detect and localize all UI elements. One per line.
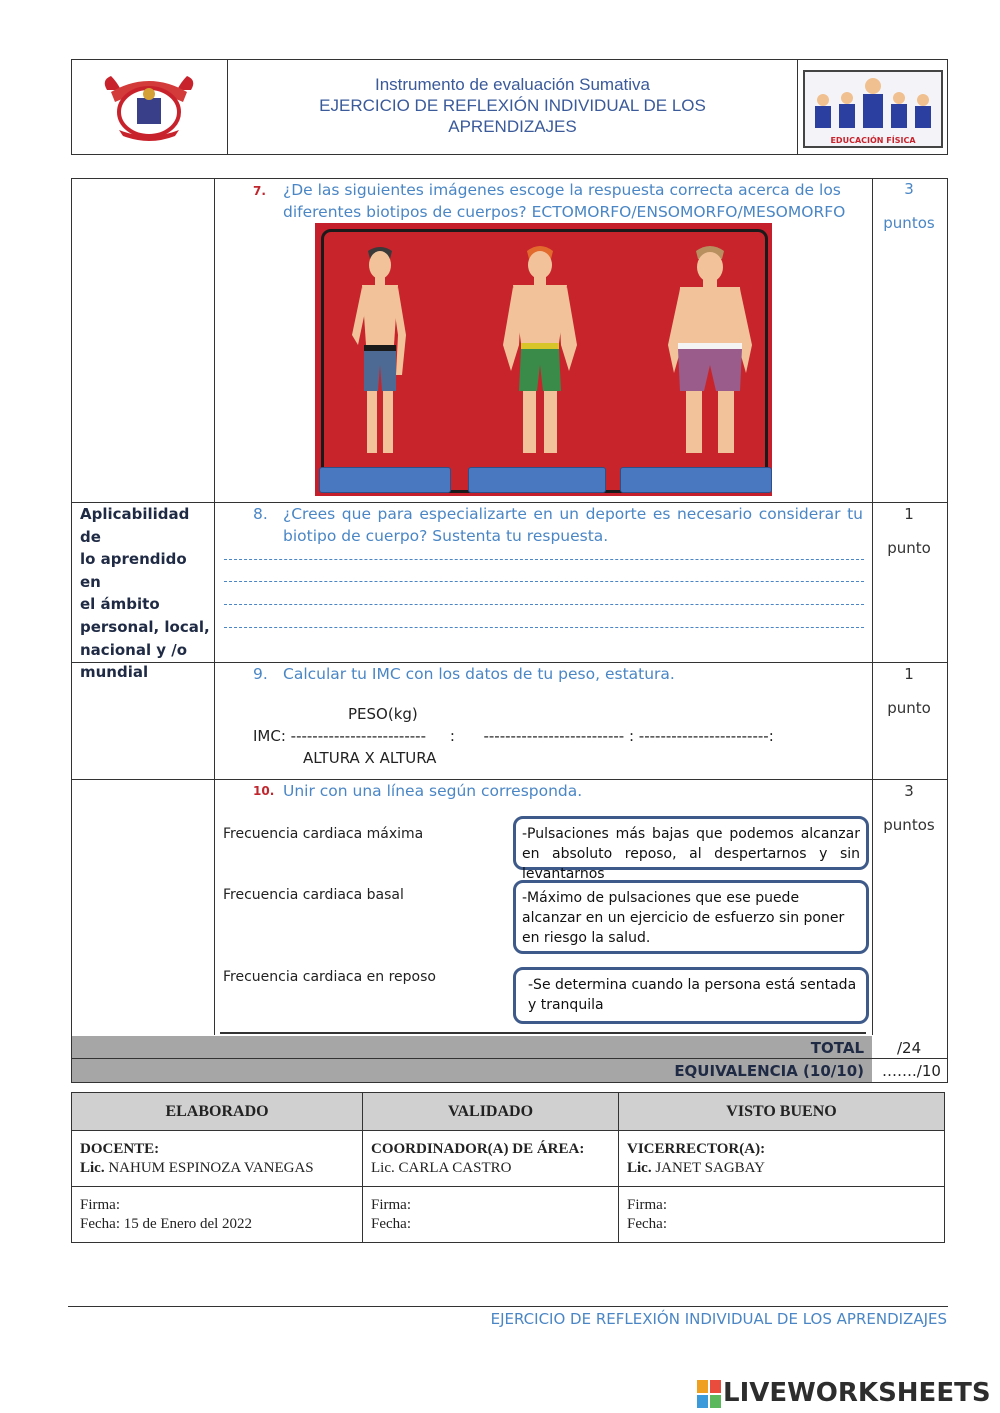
- lws-badge-icon: [697, 1380, 721, 1408]
- q8-number: 8.: [253, 505, 268, 523]
- sig-firma-cell[interactable]: [371, 1196, 411, 1234]
- total-value[interactable]: /24: [897, 1039, 922, 1057]
- signature-table: [71, 1092, 945, 1243]
- endomorph-figure-icon: [660, 245, 760, 465]
- col-divider-right: [872, 179, 873, 1035]
- answer-slot-2[interactable]: [468, 467, 606, 493]
- q10-points-unit: puntos: [883, 816, 935, 834]
- header-title: [228, 74, 797, 137]
- header-title-line1: Instrumento de evaluación Sumativa: [375, 75, 650, 94]
- sig-header-elaborado: ELABORADO: [165, 1103, 269, 1120]
- answer-slot-3[interactable]: [620, 467, 772, 493]
- q10-points: [872, 774, 946, 842]
- body-types-image: [315, 223, 772, 496]
- school-logo-cell: [72, 60, 228, 154]
- sig-name-prefix: Lic.: [627, 1160, 652, 1176]
- firma-label: Firma:: [627, 1197, 667, 1213]
- competency-label-line: mundial: [80, 663, 149, 682]
- total-bar: [72, 1036, 872, 1058]
- match-left-item[interactable]: Frecuencia cardiaca máxima: [223, 826, 424, 842]
- competency-label-line: el ámbito: [80, 595, 160, 614]
- sig-role: VICERRECTOR(A):: [627, 1141, 766, 1157]
- q10-text: Unir con una línea según corresponda.: [283, 782, 583, 800]
- q8-answer-line[interactable]: [224, 559, 864, 560]
- match-left-item[interactable]: Frecuencia cardiaca basal: [223, 887, 404, 903]
- sig-firma-cell[interactable]: [80, 1196, 252, 1234]
- q8-answer-line[interactable]: [224, 604, 864, 605]
- q9-text: Calcular tu IMC con los datos de tu peso, estatura.: [283, 665, 675, 683]
- q9-points-unit: punto: [887, 699, 931, 717]
- total-label: TOTAL: [810, 1039, 864, 1057]
- q7-points: [872, 172, 946, 240]
- footer-divider: [68, 1306, 948, 1307]
- sig-vicerrector-cell: [627, 1140, 765, 1178]
- imc-denominator: ALTURA X ALTURA: [303, 749, 437, 767]
- match-left-item[interactable]: Frecuencia cardiaca en reposo: [223, 969, 436, 985]
- match-right-box[interactable]: -Pulsaciones más bajas que podemos alcanzar en absoluto reposo, al despertarnos y sin levantarnos: [513, 816, 869, 870]
- equivalence-label: EQUIVALENCIA (10/10): [674, 1062, 864, 1080]
- q10-points-value: 3: [904, 782, 914, 800]
- sig-role: COORDINADOR(A) DE ÁREA:: [371, 1141, 585, 1157]
- competency-label: [80, 503, 212, 684]
- q8-line1: ¿Crees que para especializarte en un deporte es necesario considerar tu: [283, 505, 863, 523]
- q8-points: [872, 497, 946, 565]
- firma-label: Firma:: [371, 1197, 411, 1213]
- q7-number: 7.: [253, 184, 266, 198]
- sig-name: NAHUM ESPINOZA VANEGAS: [108, 1160, 314, 1176]
- answer-slot-1[interactable]: [319, 467, 451, 493]
- header-title-line2: EJERCICIO DE REFLEXIÓN INDIVIDUAL DE LOS: [319, 96, 706, 115]
- q9-number: 9.: [253, 665, 268, 683]
- total-divider: [72, 1058, 947, 1059]
- sig-firma-cell[interactable]: [627, 1196, 667, 1234]
- pe-logo-cell: [797, 60, 947, 154]
- firma-label: Firma:: [80, 1197, 120, 1213]
- q10-bottom-line: [220, 1032, 866, 1034]
- competency-label-line: personal, local,: [80, 617, 210, 636]
- sig-docente-cell: [80, 1140, 314, 1178]
- fecha-label: Fecha:: [627, 1216, 667, 1232]
- q9-points-value: 1: [904, 665, 914, 683]
- sig-header-visto-bueno: VISTO BUENO: [726, 1103, 837, 1120]
- sig-name-line: [371, 1159, 584, 1178]
- footer-text: EJERCICIO DE REFLEXIÓN INDIVIDUAL DE LOS APRENDIZAJES: [490, 1310, 947, 1328]
- q7-line2: diferentes biotipos de cuerpos? ECTOMORFO/ENSOMORFO/MESOMORFO: [283, 203, 846, 221]
- q8-line2: biotipo de cuerpo? Sustenta tu respuesta.: [283, 527, 609, 545]
- q7-points-unit: puntos: [883, 214, 935, 232]
- header-title-line3: APRENDIZAJES: [448, 117, 577, 136]
- q7-points-value: 3: [904, 180, 914, 198]
- sig-row-divider: [72, 1130, 944, 1131]
- imc-formula[interactable]: IMC: ------------------------- : -------------------------- : ------------------------:: [253, 727, 774, 745]
- document-header: [71, 59, 948, 155]
- sig-header-validado: VALIDADO: [447, 1103, 534, 1120]
- competency-label-line: nacional y /o: [80, 640, 188, 659]
- competency-label-line: Aplicabilidad de: [80, 505, 190, 546]
- q7-line1: ¿De las siguientes imágenes escoge la respuesta correcta acerca de los: [283, 181, 841, 199]
- school-crest-icon: [99, 72, 199, 142]
- brand-name: LIVEWORKSHEETS: [723, 1378, 991, 1408]
- sig-coordinador-cell: [371, 1140, 584, 1178]
- mesomorph-figure-icon: [495, 245, 585, 465]
- match-right-box[interactable]: -Se determina cuando la persona está sentada y tranquila: [513, 967, 869, 1024]
- sig-role: DOCENTE:: [80, 1141, 160, 1157]
- sig-name: CARLA CASTRO: [398, 1160, 512, 1176]
- equivalence-value[interactable]: ……./10: [882, 1062, 941, 1080]
- ectomorph-figure-icon: [340, 245, 420, 465]
- sig-name-prefix: Lic.: [80, 1160, 105, 1176]
- q8-text: [283, 503, 863, 547]
- physical-education-logo: [803, 70, 943, 148]
- sig-name-prefix: Lic.: [371, 1160, 395, 1176]
- fecha-label: Fecha:: [371, 1216, 411, 1232]
- sig-name-line: [627, 1159, 765, 1178]
- competency-label-line: lo aprendido en: [80, 550, 187, 591]
- q8-answer-line[interactable]: [224, 581, 864, 582]
- fecha-label: Fecha: 15 de Enero del 2022: [80, 1216, 253, 1232]
- q10-number: 10.: [253, 784, 275, 798]
- q7-text: [283, 179, 863, 223]
- sig-name: JANET SAGBAY: [655, 1160, 765, 1176]
- sig-name-line: [80, 1159, 314, 1178]
- q8-answer-line[interactable]: [224, 627, 864, 628]
- pe-logo-caption: EDUCACIÓN FÍSICA: [830, 136, 916, 145]
- sig-row-divider: [72, 1186, 944, 1187]
- match-right-box[interactable]: -Máximo de pulsaciones que ese puede alcanzar en un ejercicio de esfuerzo sin poner en riesgo la salud.: [513, 880, 869, 954]
- q8-points-value: 1: [904, 505, 914, 523]
- col-divider-left: [214, 179, 215, 1035]
- imc-numerator: PESO(kg): [348, 705, 418, 723]
- children-group-icon: [807, 74, 939, 132]
- q8-points-unit: punto: [887, 539, 931, 557]
- q9-points: [872, 657, 946, 725]
